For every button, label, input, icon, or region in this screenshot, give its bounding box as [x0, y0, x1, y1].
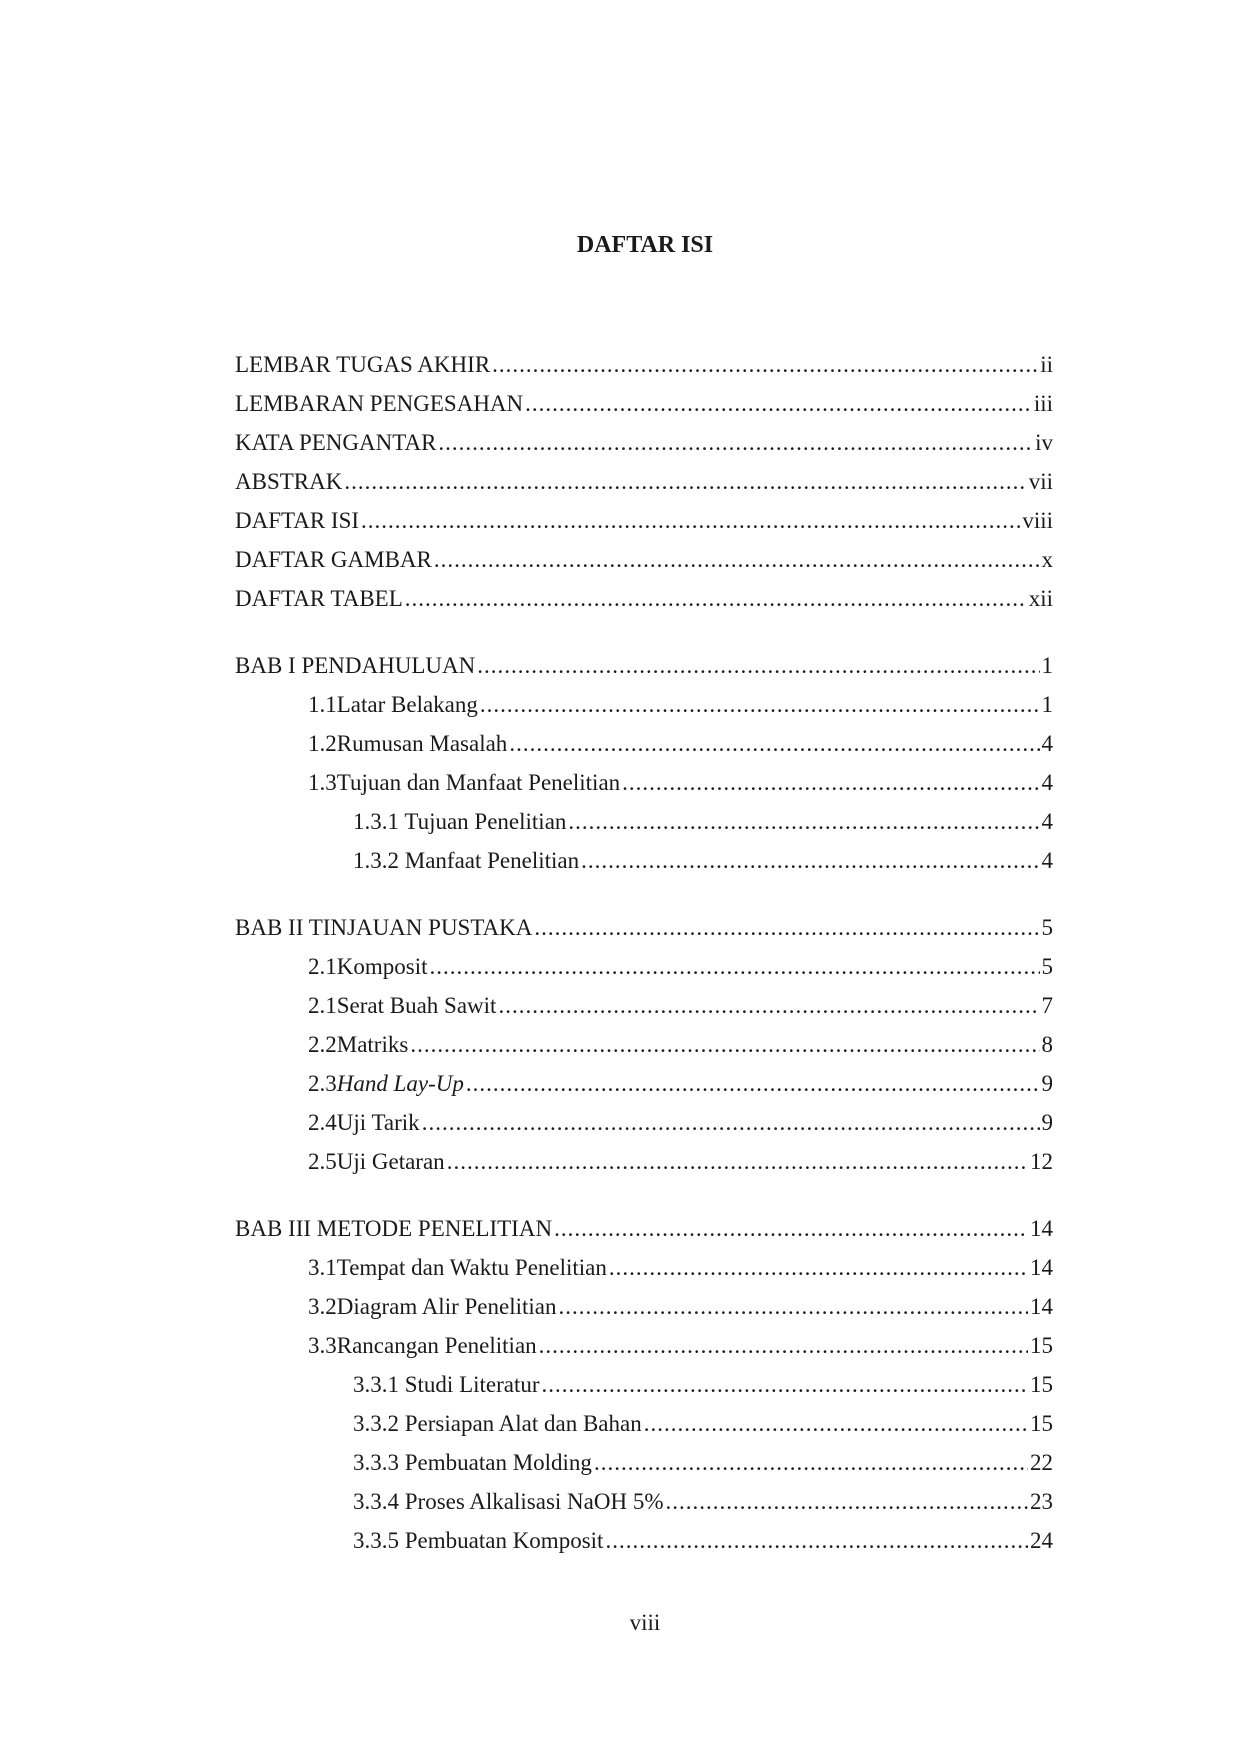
toc-entry-page: iv	[1035, 430, 1053, 455]
toc-entry-page: xii	[1028, 586, 1053, 611]
toc-entry-page: 4	[1041, 770, 1053, 795]
toc-section-number: 2.1	[308, 954, 337, 979]
dot-leader	[447, 1142, 1028, 1181]
dot-leader	[554, 1209, 1028, 1248]
toc-entry-label: 1.3.2 Manfaat Penelitian	[353, 848, 580, 873]
toc-section-number: 2.3	[308, 1071, 337, 1096]
toc-section	[235, 1142, 1053, 1181]
toc-entry-page: 14	[1030, 1294, 1053, 1319]
toc-entry-label: DAFTAR ISI	[235, 508, 360, 533]
toc-entry	[235, 462, 1053, 501]
dot-leader	[568, 802, 1039, 841]
toc-entry	[235, 501, 1053, 540]
toc-section-number: 3.1	[308, 1255, 337, 1280]
dot-leader	[594, 1443, 1028, 1482]
toc-entry-label: Uji Getaran	[336, 1149, 445, 1174]
toc-section-number: 1.2	[308, 731, 337, 756]
toc-entry-label: LEMBARAN PENGESAHAN	[235, 391, 524, 416]
toc-subsection	[235, 802, 1053, 841]
toc-entry-label: 3.3.2 Persiapan Alat dan Bahan	[353, 1411, 642, 1436]
toc-section-number: 2.2	[308, 1032, 337, 1057]
dot-leader	[509, 724, 1039, 763]
toc-entry-label: BAB III METODE PENELITIAN	[235, 1216, 553, 1241]
toc-section	[235, 1025, 1053, 1064]
dot-leader	[644, 1404, 1028, 1443]
toc-entry-label: KATA PENGANTAR	[235, 430, 437, 455]
dot-leader	[534, 908, 1039, 947]
table-of-contents	[235, 345, 1053, 1560]
toc-entry-label: DAFTAR GAMBAR	[235, 547, 432, 572]
toc-entry-label: BAB II TINJAUAN PUSTAKA	[235, 915, 533, 940]
toc-entry-label: Hand Lay-Up	[336, 1071, 464, 1096]
toc-section-number: 2.5	[308, 1149, 337, 1174]
toc-entry-page: 8	[1041, 1032, 1053, 1057]
dot-leader	[361, 501, 1020, 540]
toc-chapter	[235, 1209, 1053, 1248]
toc-entry	[235, 384, 1053, 423]
toc-section-number: 2.4	[308, 1110, 337, 1135]
dot-leader	[466, 1064, 1040, 1103]
toc-section-number: 3.2	[308, 1294, 337, 1319]
toc-section	[235, 724, 1053, 763]
toc-entry-label: Rancangan Penelitian	[336, 1333, 537, 1358]
toc-entry-page: 15	[1030, 1333, 1053, 1358]
toc-section	[235, 947, 1053, 986]
dot-leader	[405, 579, 1027, 618]
toc-subsection	[235, 1443, 1053, 1482]
toc-entry-label: LEMBAR TUGAS AKHIR	[235, 352, 491, 377]
toc-entry-page: 9	[1041, 1071, 1053, 1096]
toc-entry-page: 23	[1030, 1489, 1053, 1514]
toc-subsection	[235, 1482, 1053, 1521]
dot-leader	[480, 685, 1040, 724]
toc-entry-label: Uji Tarik	[336, 1110, 420, 1135]
toc-entry	[235, 423, 1053, 462]
toc-section	[235, 1287, 1053, 1326]
toc-section	[235, 986, 1053, 1025]
toc-entry-page: 1	[1041, 653, 1053, 678]
toc-chapter	[235, 646, 1053, 685]
dot-leader	[542, 1365, 1028, 1404]
toc-entry-label: Matriks	[336, 1032, 409, 1057]
toc-entry-page: 4	[1041, 731, 1053, 756]
toc-entry-label: 3.3.4 Proses Alkalisasi NaOH 5%	[353, 1489, 664, 1514]
toc-entry-page: 4	[1041, 809, 1053, 834]
dot-leader	[438, 423, 1033, 462]
page-title: DAFTAR ISI	[576, 232, 714, 258]
toc-entry-label: Komposit	[336, 954, 428, 979]
toc-subsection	[235, 1365, 1053, 1404]
dot-leader	[525, 384, 1032, 423]
toc-subsection	[235, 1521, 1053, 1560]
dot-leader	[410, 1025, 1039, 1064]
toc-entry-page: ii	[1040, 352, 1053, 377]
toc-section-number: 1.3	[308, 770, 337, 795]
toc-entry	[235, 540, 1053, 579]
toc-entry	[235, 345, 1053, 384]
toc-entry-page: x	[1041, 547, 1053, 572]
toc-entry-label: Tempat dan Waktu Penelitian	[336, 1255, 607, 1280]
toc-entry-page: 7	[1041, 993, 1053, 1018]
dot-leader	[492, 345, 1038, 384]
toc-entry-page: 9	[1041, 1110, 1053, 1135]
toc-entry-label: Tujuan dan Manfaat Penelitian	[336, 770, 621, 795]
toc-entry-page: 12	[1030, 1149, 1053, 1174]
toc-section	[235, 763, 1053, 802]
toc-entry-page: 5	[1041, 954, 1053, 979]
toc-entry-page: 24	[1030, 1528, 1053, 1553]
toc-entry-label: Diagram Alir Penelitian	[336, 1294, 557, 1319]
dot-leader	[622, 763, 1039, 802]
toc-entry-page: 4	[1041, 848, 1053, 873]
dot-leader	[665, 1482, 1028, 1521]
toc-entry-page: iii	[1033, 391, 1053, 416]
toc-section-number: 1.1	[308, 692, 337, 717]
toc-entry-page: 14	[1030, 1255, 1053, 1280]
toc-section-number: 3.3	[308, 1333, 337, 1358]
toc-entry-page: 15	[1030, 1372, 1053, 1397]
dot-leader	[422, 1103, 1040, 1142]
dot-leader	[539, 1326, 1028, 1365]
toc-entry-label: 3.3.5 Pembuatan Komposit	[353, 1528, 604, 1553]
toc-entry-page: 15	[1030, 1411, 1053, 1436]
toc-section-number: 2.1	[308, 993, 337, 1018]
toc-entry-label: Latar Belakang	[336, 692, 478, 717]
toc-entry-label: Rumusan Masalah	[336, 731, 508, 756]
toc-entry-page: 14	[1030, 1216, 1053, 1241]
toc-entry	[235, 579, 1053, 618]
toc-entry-label: BAB I PENDAHULUAN	[235, 653, 476, 678]
toc-section	[235, 1248, 1053, 1287]
toc-entry-page: 22	[1030, 1450, 1053, 1475]
toc-chapter	[235, 908, 1053, 947]
dot-leader	[434, 540, 1040, 579]
toc-section	[235, 1326, 1053, 1365]
toc-section	[235, 685, 1053, 724]
dot-leader	[609, 1248, 1028, 1287]
dot-leader	[477, 646, 1039, 685]
dot-leader	[498, 986, 1039, 1025]
dot-leader	[581, 841, 1039, 880]
toc-entry-label: Serat Buah Sawit	[336, 993, 497, 1018]
toc-entry-label: 1.3.1 Tujuan Penelitian	[353, 809, 567, 834]
toc-entry-page: 5	[1041, 915, 1053, 940]
toc-section	[235, 1064, 1053, 1103]
dot-leader	[558, 1287, 1028, 1326]
dot-leader	[605, 1521, 1028, 1560]
toc-entry-page: vii	[1028, 469, 1053, 494]
toc-entry-label: DAFTAR TABEL	[235, 586, 403, 611]
toc-entry-label: 3.3.3 Pembuatan Molding	[353, 1450, 592, 1475]
toc-subsection	[235, 1404, 1053, 1443]
toc-section	[235, 1103, 1053, 1142]
page-number: viii	[629, 1610, 661, 1635]
toc-entry-label: 3.3.1 Studi Literatur	[353, 1372, 540, 1397]
dot-leader	[429, 947, 1039, 986]
toc-subsection	[235, 841, 1053, 880]
toc-entry-page: viii	[1022, 508, 1053, 533]
toc-entry-page: 1	[1041, 692, 1053, 717]
dot-leader	[344, 462, 1026, 501]
toc-entry-label: ABSTRAK	[235, 469, 343, 494]
